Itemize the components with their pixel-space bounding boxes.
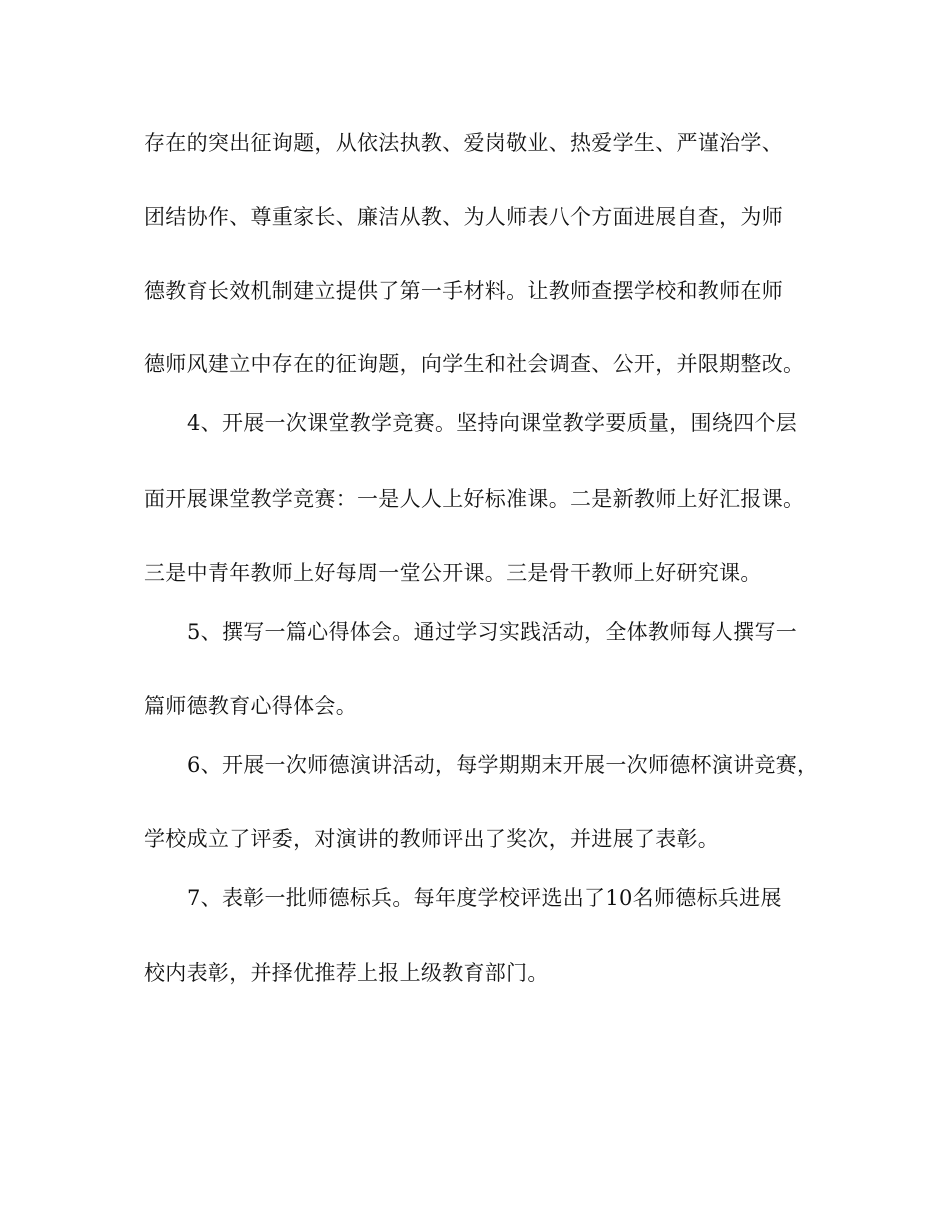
text-line: 德师风建立中存在的征询题，向学生和社会调查、公开，并限期整改。 (144, 352, 805, 376)
text-line: 面开展课堂教学竞赛：一是人人上好标准课。二是新教师上好汇报课。 (144, 487, 805, 511)
paragraph-4-first-line: 4、开展一次课堂教学竞赛。坚持向课堂教学要质量，围绕四个层 (187, 411, 798, 435)
text-line: 学校成立了评委，对演讲的教师评出了奖次，并进展了表彰。 (144, 827, 720, 851)
text-line: 篇师德教育心得体会。 (144, 694, 357, 718)
text-line: 校内表彰，并择优推荐上报上级教育部门。 (144, 961, 549, 985)
text-line: 团结协作、尊重家长、廉洁从教、为人师表八个方面进展自查，为师 (144, 205, 783, 229)
text-line: 德教育长效机制建立提供了第一手材料。让教师查摆学校和教师在师 (144, 279, 783, 303)
text-line: 存在的突出征询题，从依法执教、爱岗敬业、热爱学生、严谨治学、 (144, 131, 783, 155)
paragraph-6-first-line: 6、开展一次师德演讲活动，每学期期末开展一次师德杯演讲竞赛， (187, 753, 819, 777)
paragraph-7-first-line: 7、表彰一批师德标兵。每年度学校评选出了10名师德标兵进展 (187, 886, 782, 910)
text-line: 三是中青年教师上好每周一堂公开课。三是骨干教师上好研究课。 (144, 561, 762, 585)
paragraph-5-first-line: 5、撰写一篇心得体会。通过学习实践活动，全体教师每人撰写一 (187, 620, 798, 644)
